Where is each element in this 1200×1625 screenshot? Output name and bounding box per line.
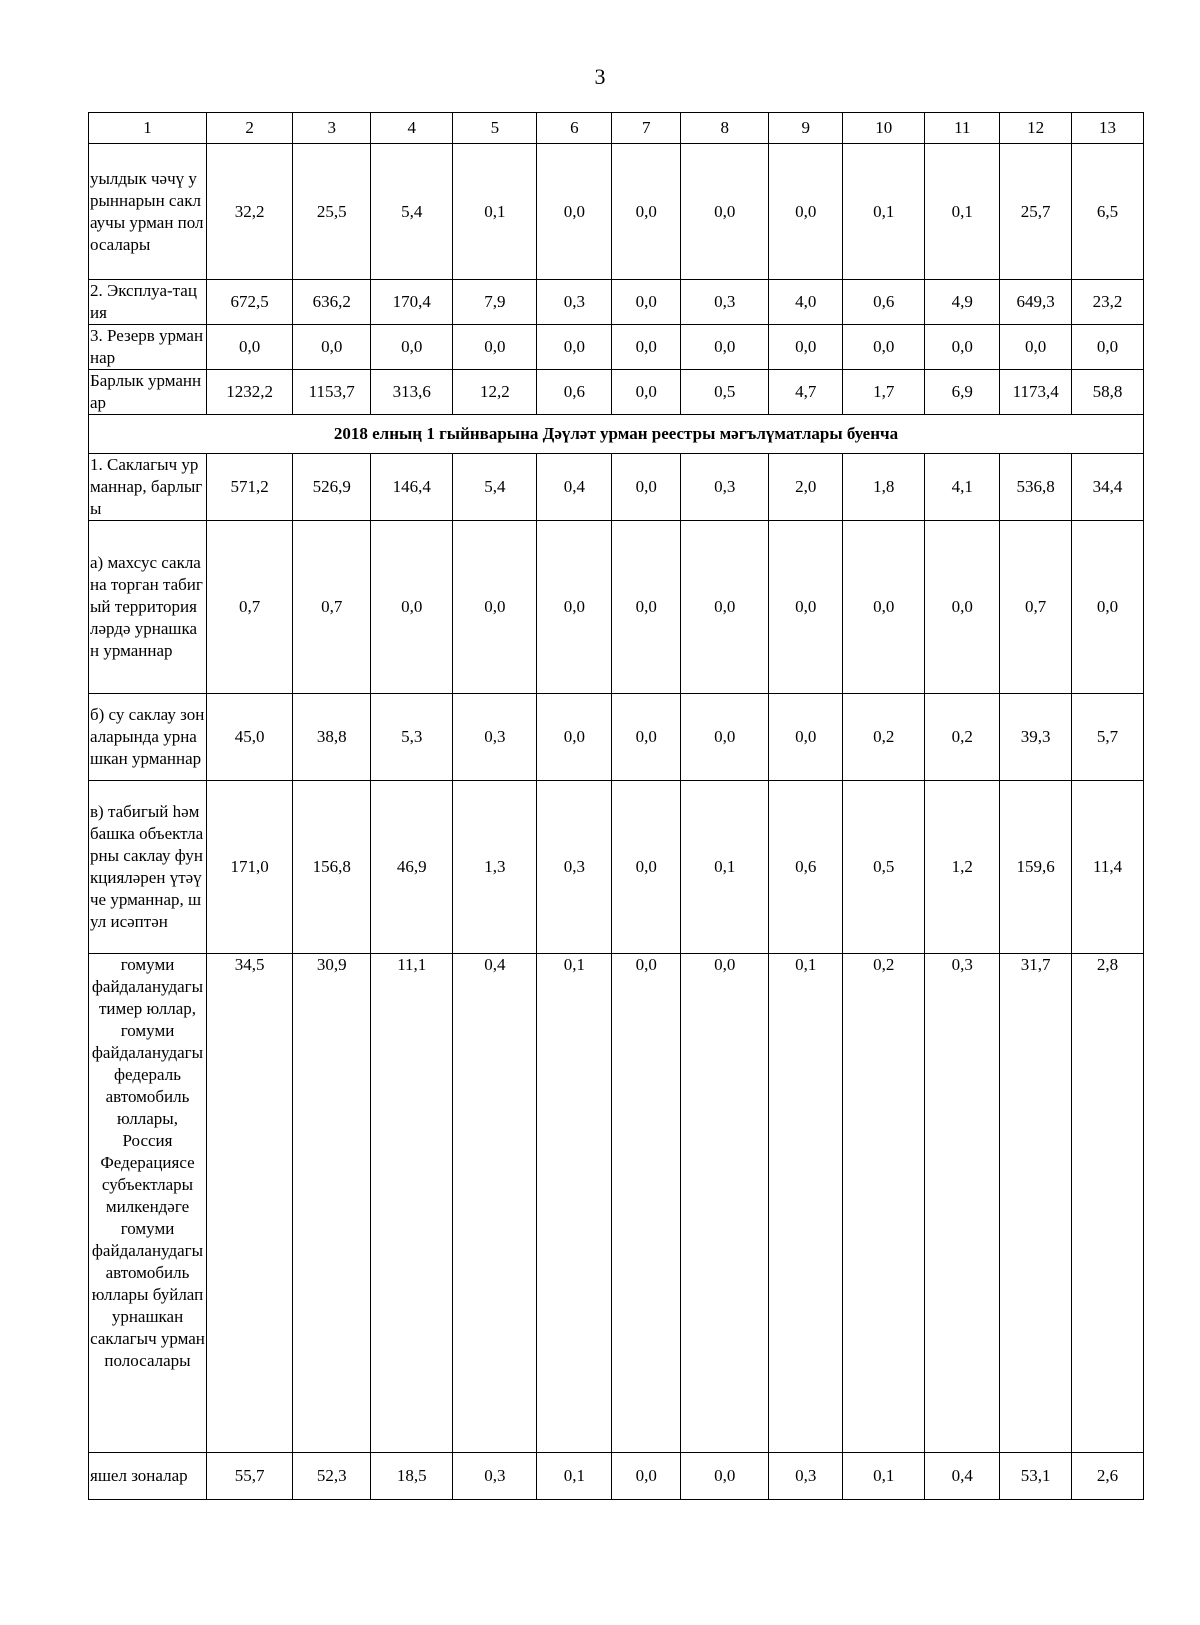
table-cell: 0,4 [453, 954, 537, 1453]
section-row [89, 415, 1144, 454]
column-header: 10 [843, 113, 925, 144]
table-row [89, 694, 1144, 781]
table-cell: 32,2 [207, 144, 293, 280]
table-cell: 0,2 [843, 954, 925, 1453]
table-cell: 1,3 [453, 781, 537, 954]
column-header: 1 [89, 113, 207, 144]
table-cell: 0,3 [769, 1453, 843, 1500]
table-cell: 34,5 [207, 954, 293, 1453]
table-cell: 0,0 [681, 521, 769, 694]
column-header: 7 [612, 113, 681, 144]
table-cell: 38,8 [293, 694, 371, 781]
table-cell: 0,0 [1072, 325, 1144, 370]
row-label: в) табигый һәм башка объектларны саклау функцияләрен үтәүче урманнар, шул исәптән [89, 781, 207, 954]
forest-data-table [88, 112, 1144, 1500]
table-row [89, 325, 1144, 370]
table-row [89, 144, 1144, 280]
table-cell: 11,1 [371, 954, 453, 1453]
table-row [89, 954, 1144, 1453]
row-label: гомуми файдаланудагы тимер юллар, гомуми файдаланудагы федераль автомобиль юллары, Россия Федерациясе субъектлары милкендәге гомуми файдаланудагы автомобиль юллары буйлап урнашкан саклагыч урман полосалары [89, 954, 207, 1453]
table-cell: 0,3 [681, 280, 769, 325]
table-cell: 0,0 [537, 144, 612, 280]
column-header: 8 [681, 113, 769, 144]
table-cell: 45,0 [207, 694, 293, 781]
column-header: 12 [1000, 113, 1072, 144]
table-cell: 2,0 [769, 454, 843, 521]
column-header: 11 [925, 113, 1000, 144]
table-row [89, 781, 1144, 954]
table-cell: 0,0 [537, 325, 612, 370]
table-cell: 4,9 [925, 280, 1000, 325]
table-cell: 636,2 [293, 280, 371, 325]
section-title: 2018 елның 1 гыйнварына Дәүләт урман реестры мәгълүматлары буенча [89, 415, 1144, 454]
table-cell: 0,0 [453, 325, 537, 370]
table-cell: 5,7 [1072, 694, 1144, 781]
row-label: а) махсус саклана торган табигый территорияләрдә урнашкан урманнар [89, 521, 207, 694]
table-cell: 171,0 [207, 781, 293, 954]
table-row [89, 521, 1144, 694]
table-cell: 52,3 [293, 1453, 371, 1500]
table-cell: 1,2 [925, 781, 1000, 954]
table-cell: 12,2 [453, 370, 537, 415]
table-cell: 7,9 [453, 280, 537, 325]
table-cell: 5,4 [371, 144, 453, 280]
table-cell: 25,5 [293, 144, 371, 280]
table-cell: 0,0 [612, 694, 681, 781]
table-cell: 0,0 [843, 325, 925, 370]
table-cell: 0,0 [612, 144, 681, 280]
table-cell: 0,6 [843, 280, 925, 325]
table-cell: 0,1 [453, 144, 537, 280]
table-cell: 0,3 [537, 781, 612, 954]
table-cell: 170,4 [371, 280, 453, 325]
table-cell: 156,8 [293, 781, 371, 954]
table-cell: 0,0 [293, 325, 371, 370]
table-cell: 6,9 [925, 370, 1000, 415]
table-cell: 0,4 [537, 454, 612, 521]
table-cell: 0,6 [537, 370, 612, 415]
column-header: 5 [453, 113, 537, 144]
table-cell: 159,6 [1000, 781, 1072, 954]
table-cell: 0,0 [612, 325, 681, 370]
page-number: 3 [594, 64, 606, 89]
table-cell: 0,0 [453, 521, 537, 694]
table-row [89, 280, 1144, 325]
table-cell: 34,4 [1072, 454, 1144, 521]
table-cell: 1,7 [843, 370, 925, 415]
table-cell: 0,0 [371, 521, 453, 694]
column-header: 6 [537, 113, 612, 144]
table-cell: 0,0 [925, 521, 1000, 694]
table-cell: 30,9 [293, 954, 371, 1453]
table-cell: 0,1 [769, 954, 843, 1453]
table-cell: 0,7 [1000, 521, 1072, 694]
table-cell: 2,6 [1072, 1453, 1144, 1500]
table-cell: 0,0 [371, 325, 453, 370]
table-cell: 0,0 [681, 325, 769, 370]
table-cell: 0,5 [843, 781, 925, 954]
table-cell: 55,7 [207, 1453, 293, 1500]
column-header: 2 [207, 113, 293, 144]
table-cell: 0,3 [453, 1453, 537, 1500]
table-cell: 23,2 [1072, 280, 1144, 325]
table-cell: 649,3 [1000, 280, 1072, 325]
table-cell: 1232,2 [207, 370, 293, 415]
row-label: 1. Саклагыч урманнар, барлыгы [89, 454, 207, 521]
table-cell: 1173,4 [1000, 370, 1072, 415]
table-cell: 0,0 [612, 454, 681, 521]
table-cell: 18,5 [371, 1453, 453, 1500]
table-cell: 53,1 [1000, 1453, 1072, 1500]
table-cell: 0,3 [537, 280, 612, 325]
table-cell: 4,1 [925, 454, 1000, 521]
table-cell: 313,6 [371, 370, 453, 415]
table-cell: 58,8 [1072, 370, 1144, 415]
table-cell: 0,7 [293, 521, 371, 694]
table-cell: 536,8 [1000, 454, 1072, 521]
table-cell: 0,0 [843, 521, 925, 694]
table-cell: 0,6 [769, 781, 843, 954]
table-cell: 0,0 [612, 370, 681, 415]
column-header: 9 [769, 113, 843, 144]
table-cell: 672,5 [207, 280, 293, 325]
table-cell: 0,0 [681, 1453, 769, 1500]
table-row [89, 454, 1144, 521]
table-cell: 4,7 [769, 370, 843, 415]
table-cell: 0,3 [453, 694, 537, 781]
table-cell: 526,9 [293, 454, 371, 521]
table-cell: 0,0 [537, 521, 612, 694]
table-cell: 0,0 [612, 1453, 681, 1500]
table-cell: 0,7 [207, 521, 293, 694]
table-cell: 0,0 [612, 954, 681, 1453]
table-cell: 11,4 [1072, 781, 1144, 954]
table-row [89, 1453, 1144, 1500]
column-header: 3 [293, 113, 371, 144]
table-cell: 39,3 [1000, 694, 1072, 781]
table-cell: 0,2 [925, 694, 1000, 781]
table-body [89, 113, 1144, 1500]
table-cell: 146,4 [371, 454, 453, 521]
row-label: 2. Эксплуа-тация [89, 280, 207, 325]
table-cell: 2,8 [1072, 954, 1144, 1453]
table-cell: 0,0 [681, 144, 769, 280]
table-cell: 0,1 [925, 144, 1000, 280]
table-cell: 0,0 [1072, 521, 1144, 694]
column-header: 13 [1072, 113, 1144, 144]
table-cell: 0,0 [612, 521, 681, 694]
table-cell: 0,1 [537, 954, 612, 1453]
table-cell: 0,3 [925, 954, 1000, 1453]
table-cell: 0,0 [769, 325, 843, 370]
table-cell: 0,0 [769, 521, 843, 694]
table-cell: 0,0 [681, 694, 769, 781]
table-cell: 1153,7 [293, 370, 371, 415]
table-cell: 0,0 [537, 694, 612, 781]
row-label: Барлык урманнар [89, 370, 207, 415]
table-cell: 0,0 [769, 694, 843, 781]
column-number-header-row [89, 113, 1144, 144]
column-header: 4 [371, 113, 453, 144]
table-cell: 0,1 [681, 781, 769, 954]
row-label: яшел зоналар [89, 1453, 207, 1500]
table-cell: 0,0 [1000, 325, 1072, 370]
table-cell: 5,3 [371, 694, 453, 781]
row-label: б) су саклау зоналарында урнашкан урманнар [89, 694, 207, 781]
row-label: 3. Резерв урманнар [89, 325, 207, 370]
table-cell: 0,2 [843, 694, 925, 781]
table-cell: 571,2 [207, 454, 293, 521]
table-cell: 46,9 [371, 781, 453, 954]
table-row [89, 370, 1144, 415]
table-cell: 4,0 [769, 280, 843, 325]
table-cell: 1,8 [843, 454, 925, 521]
table-cell: 0,5 [681, 370, 769, 415]
table-cell: 0,0 [207, 325, 293, 370]
table-cell: 0,1 [843, 144, 925, 280]
table-cell: 0,0 [612, 280, 681, 325]
table-cell: 0,1 [537, 1453, 612, 1500]
table-cell: 0,0 [925, 325, 1000, 370]
table-cell: 6,5 [1072, 144, 1144, 280]
table-cell: 0,0 [681, 954, 769, 1453]
table-cell: 0,0 [769, 144, 843, 280]
row-label: уылдык чәчү урыннарын саклаучы урман полосалары [89, 144, 207, 280]
table-cell: 0,3 [681, 454, 769, 521]
table-cell: 31,7 [1000, 954, 1072, 1453]
table-cell: 25,7 [1000, 144, 1072, 280]
table-cell: 0,1 [843, 1453, 925, 1500]
table-cell: 5,4 [453, 454, 537, 521]
table-cell: 0,4 [925, 1453, 1000, 1500]
table-cell: 0,0 [612, 781, 681, 954]
